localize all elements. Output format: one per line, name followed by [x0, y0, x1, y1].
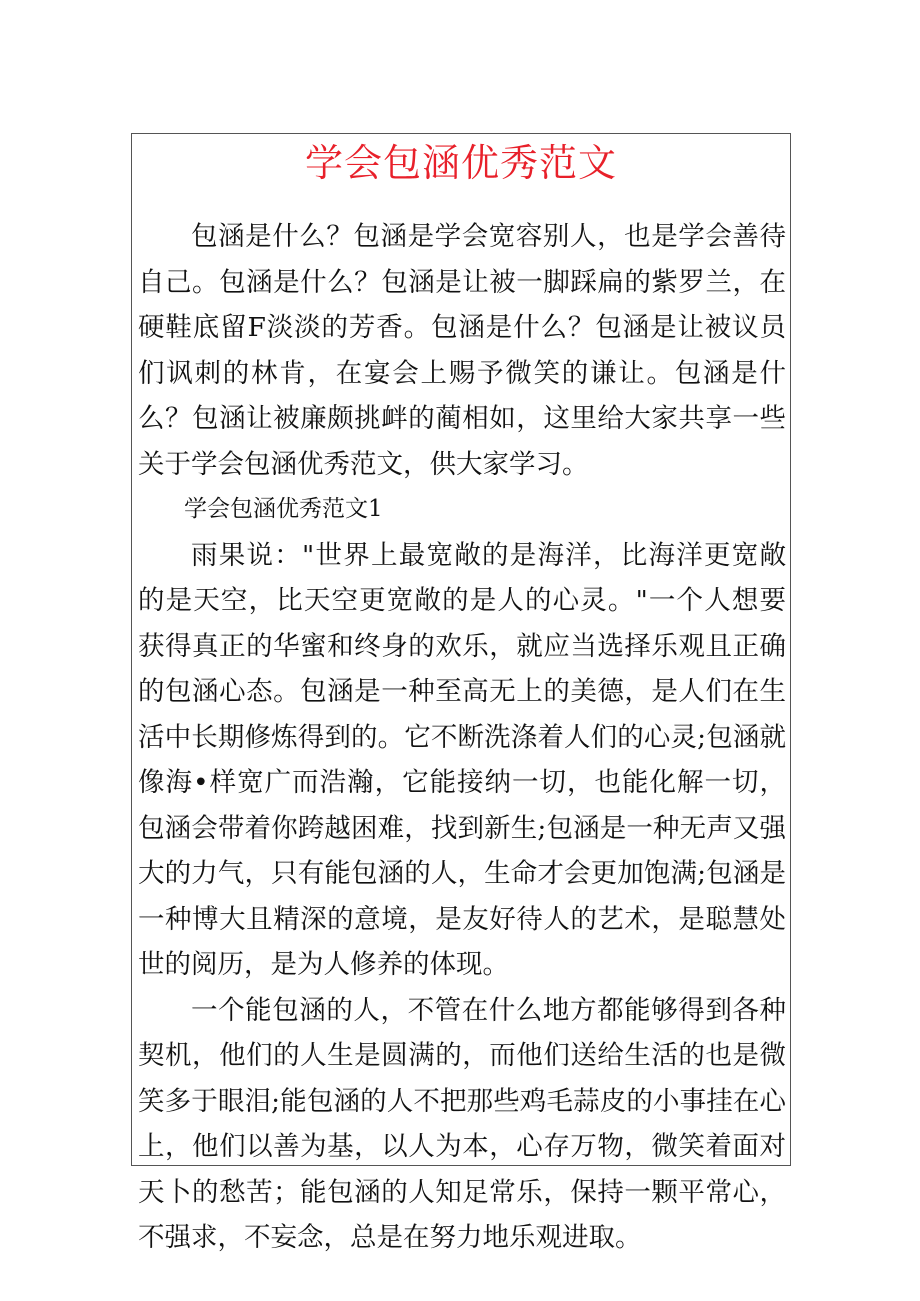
document-title: 学会包涵优秀范文 [304, 141, 617, 185]
body-paragraph-1: 雨果说："世界上最宽敞的是海洋，比海洋更宽敞的是天空，比天空更宽敞的是人的心灵。"一个人想要获得真正的华蜜和终身的欢乐，就应当选择乐观且正确的包涵心态。包涵是一种至高无上的美德，是人们在生活中长期修炼得到的。它不断洗涤着人们的心灵;包涵就像海•样宽广而浩瀚，它能接纳一切，也能化解一切，包涵会带着你跨越困难，找到新生;包涵是一种无声又强大的力气，只有能包涵的人，生命才会更加饱满;包涵是一种博大且精深的意境，是友好待人的艺术，是聪慧处世的阅历，是为人修养的体现。 [138, 539, 786, 980]
document-frame [131, 133, 791, 1253]
body-paragraph-2: 一个能包涵的人，不管在什么地方都能够得到各种契机，他们的人生是圆满的，而他们送给生活的也是微笑多于眼泪;能包涵的人不把那些鸡毛蒜皮的小事挂在心上，他们以善为基，以人为本，心存万物，微笑着面对天卜的愁苦；能包涵的人知足常乐，保持一颗平常心，不强求，不妄念，总是在努力地乐观进取。 [138, 994, 786, 1253]
section-heading: 学会包涵优秀范文1 [184, 496, 383, 522]
document-body [138, 214, 786, 1261]
intro-paragraph: 包涵是什么？包涵是学会宽容别人，也是学会善待自己。包涵是什么？包涵是让被一脚踩扁的紫罗兰，在硬鞋底留F淡淡的芳香。包涵是什么？包涵是让被议员们讽刺的林肯，在宴会上赐予微笑的谦让。包涵是什么？包涵让被廉颇挑衅的蔺相如，这里给大家共享一些关于学会包涵优秀范文，供大家学习。 [138, 221, 786, 480]
